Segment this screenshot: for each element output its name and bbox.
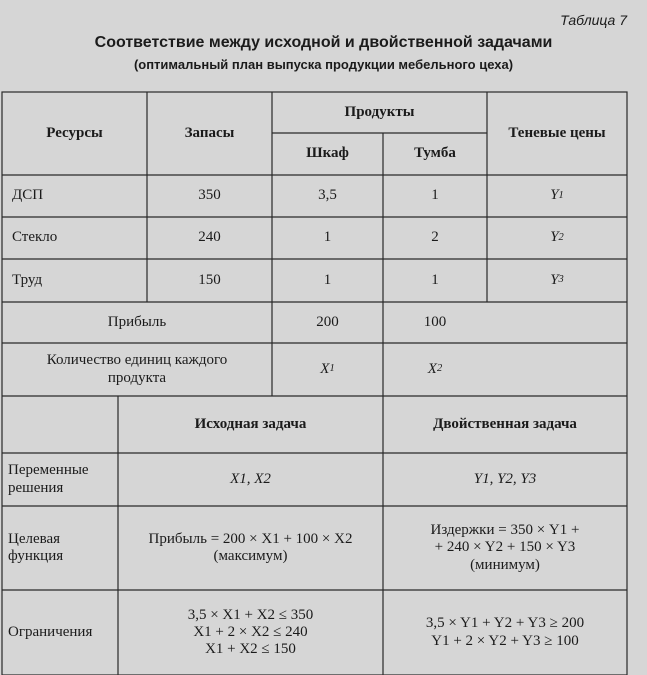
profit-label: Прибыль	[107, 313, 167, 330]
table-subtitle: (оптимальный план выпуска продукции мебельного цеха)	[133, 57, 514, 72]
row-shadow-price: Y 3	[550, 271, 564, 288]
header-product-wardrobe: Шкаф	[306, 145, 349, 162]
header-resources: Ресурсы	[46, 124, 103, 141]
row-resource-labor: Труд	[12, 271, 43, 288]
row-shadow-price: Y 1	[550, 187, 564, 204]
primal-objective: Прибыль = 200 × X1 + 100 × X2 (максимум)	[148, 530, 353, 564]
header-stocks: Запасы	[184, 124, 235, 141]
row-coef-wardrobe: 1	[323, 229, 332, 246]
table-title: Соответствие между исходной и двойственной задачами	[94, 34, 553, 51]
row-coef-wardrobe: 1	[323, 271, 332, 288]
row-coef-nightstand: 1	[431, 271, 439, 288]
dual-variables: Y1, Y2, Y3	[473, 470, 537, 487]
dual-constraints: 3,5 × Y1 + Y2 + Y3 ≥ 200 Y1 + 2 × Y2 + Y3 ≥ 100	[425, 615, 585, 649]
profit-wardrobe: 200	[316, 313, 339, 330]
row-coef-nightstand: 2	[431, 229, 439, 246]
units-wardrobe: X 1	[320, 360, 335, 377]
variables-label: Переменные решения	[8, 462, 89, 496]
row-resource-glass: Стекло	[12, 229, 58, 246]
primal-variables: X1, X2	[230, 470, 271, 487]
row-coef-wardrobe: 3,5	[318, 187, 337, 204]
profit-nightstand: 100	[423, 313, 447, 330]
row-shadow-price: Y 2	[550, 229, 564, 246]
constraints-label: Ограничения	[8, 623, 93, 640]
header-products: Продукты	[344, 103, 415, 120]
row-stock: 350	[198, 187, 221, 204]
dual-objective: Издержки = 350 × Y1 + + 240 × Y2 + 150 × Y3 (минимум)	[430, 522, 580, 573]
header-product-nightstand: Тумба	[414, 145, 456, 162]
row-coef-nightstand: 1	[431, 187, 439, 204]
table-number: Таблица 7	[560, 12, 627, 28]
primal-constraints: 3,5 × X1 + X2 ≤ 350 X1 + 2 × X2 ≤ 240 X1 + X2 ≤ 150	[187, 606, 314, 658]
row-resource-chipboard: ДСП	[12, 187, 44, 204]
objective-label: Целевая функция	[8, 530, 64, 564]
dual-header: Двойственная задача	[433, 415, 577, 432]
primal-header: Исходная задача	[194, 415, 307, 432]
units-nightstand: X 2	[427, 360, 443, 377]
row-stock: 240	[198, 229, 221, 246]
row-stock: 150	[198, 271, 221, 288]
header-shadow-prices: Теневые цены	[508, 124, 606, 141]
units-label: Количество единиц каждого продукта	[46, 352, 228, 386]
